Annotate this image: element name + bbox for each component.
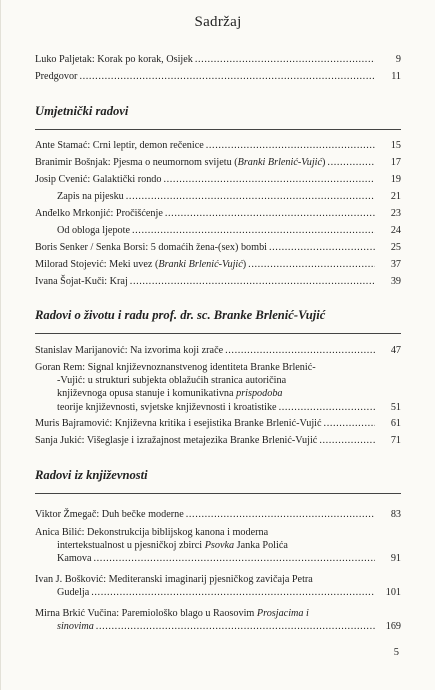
toc-entry: Boris Senker / Senka Borsi: 5 domaćih žena-(sex) bombi ..... 25 <box>35 241 401 254</box>
page-ref: 19 <box>390 174 401 185</box>
dot-leader <box>96 620 375 633</box>
page-ref: 169 <box>385 621 401 633</box>
toc-entry: Predgovor ..... 11 <box>35 70 401 83</box>
dot-leader <box>327 156 375 169</box>
dot-leader <box>269 241 375 254</box>
section-heading: Radovi iz književnosti <box>35 468 148 482</box>
page-ref: 15 <box>390 140 401 151</box>
section-rule <box>35 333 401 334</box>
dot-leader <box>248 258 375 271</box>
toc-entry: Mirna Brkić Vučina: Paremiološko blago u Raosovim Prosjacima i sinovima ..... 169 <box>35 607 401 633</box>
page-ref: 101 <box>385 587 401 599</box>
dot-leader <box>324 417 375 430</box>
toc-entry: Od obloga ljepote ..... 24 <box>35 224 401 237</box>
dot-leader <box>319 434 375 447</box>
page-ref: 91 <box>390 553 401 565</box>
section-heading: Umjetnički radovi <box>35 104 129 118</box>
toc-entry: Anđelko Mrkonjić: Pročišćenje ..... 23 <box>35 207 401 220</box>
section-heading: Radovi o životu i radu prof. dr. sc. Branke Brlenić-Vujić <box>35 308 326 322</box>
dot-leader <box>225 344 375 357</box>
page-ref: 37 <box>390 259 401 270</box>
toc-entry: Branimir Bošnjak: Pjesma o neumornom svijetu (Branki Brlenić-Vujić) ..... 17 <box>35 156 401 169</box>
page-number: 5 <box>393 647 399 658</box>
toc-entry: Milorad Stojević: Meki uvez (Branki Brlenić-Vujić) ..... 37 <box>35 258 401 271</box>
toc-entry: Ivana Šojat-Kuči: Kraj ..... 39 <box>35 275 401 288</box>
toc-entry: Ante Stamać: Crni leptir, demon rečenice ..... 15 <box>35 139 401 152</box>
dot-leader <box>126 190 375 203</box>
section-rule <box>35 493 401 494</box>
toc-entry: Luko Paljetak: Korak po korak, Osijek ..... 9 <box>35 53 401 66</box>
page-ref: 11 <box>391 71 401 82</box>
dot-leader <box>165 207 375 220</box>
toc-entry: Goran Rem: Signal književnoznanstvenog identiteta Branke Brlenić- -Vujić: u strukturi subjekta oblažućih stranica autoričina književnoga opusa stanuje i komunikativna prispodoba teorije književnosti, svjetske književnosti i kroatistike ..... 51 <box>35 361 401 414</box>
toc-entry: Ivan J. Bošković: Mediteranski imaginarij pjesničkog zavičaja Petra Gudelja ..... 101 <box>35 573 401 599</box>
page-ref: 9 <box>395 54 401 65</box>
toc-entry: Muris Bajramović: Književna kritika i esejistika Branke Brlenić-Vujić ..... 61 <box>35 417 401 430</box>
dot-leader <box>279 401 375 414</box>
toc-entry: Stanislav Marijanović: Na izvorima koji zrače ..... 47 <box>35 344 401 357</box>
toc-entry: Zapis na pijesku ..... 21 <box>35 190 401 203</box>
dot-leader <box>91 586 375 599</box>
dot-leader <box>132 224 375 237</box>
section-rule <box>35 129 401 130</box>
toc-entry: Viktor Žmegač: Duh bečke moderne ..... 83 <box>35 508 401 521</box>
page-ref: 17 <box>390 157 401 168</box>
page-ref: 21 <box>390 191 401 202</box>
dot-leader <box>94 552 375 565</box>
dot-leader <box>195 53 375 66</box>
page-ref: 24 <box>390 225 401 236</box>
dot-leader <box>186 508 375 521</box>
toc-entry: Anica Bilić: Dekonstrukcija biblijskog kanona i moderna intertekstualnost u pjesničkoj zbirci Psovka Janka Polića Kamova ..... 91 <box>35 526 401 566</box>
page-ref: 23 <box>390 208 401 219</box>
page-ref: 51 <box>390 401 401 413</box>
toc-entry: Josip Cvenić: Galaktički rondo ..... 19 <box>35 173 401 186</box>
dot-leader <box>163 173 375 186</box>
toc-entry: Sanja Jukić: Višeglasje i izražajnost metajezika Branke Brlenić-Vujić ..... 71 <box>35 434 401 447</box>
page-ref: 71 <box>390 435 401 446</box>
page-ref: 39 <box>390 276 401 287</box>
page-ref: 25 <box>390 242 401 253</box>
page-ref: 61 <box>390 418 401 429</box>
page-title: Sadržaj <box>194 14 242 30</box>
dot-leader <box>206 139 375 152</box>
dot-leader <box>79 70 375 83</box>
page-ref: 83 <box>390 509 401 520</box>
page-ref: 47 <box>390 345 401 356</box>
dot-leader <box>130 275 375 288</box>
